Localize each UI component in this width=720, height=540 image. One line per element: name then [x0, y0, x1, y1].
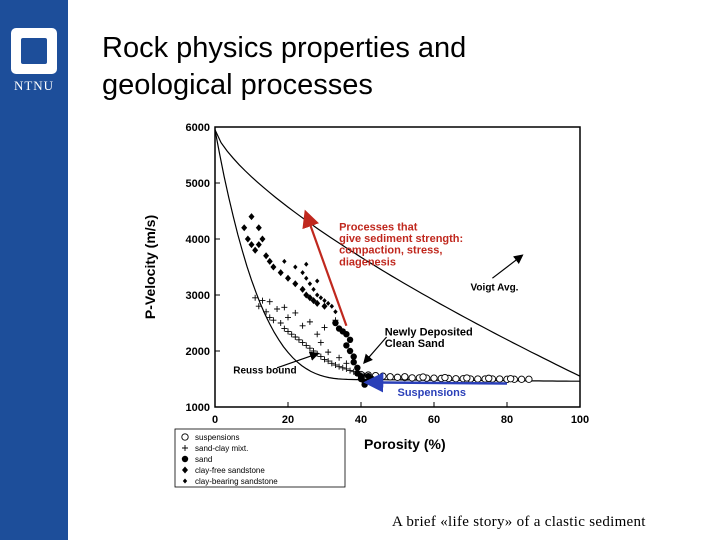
- legend-label: sand-clay mixt.: [195, 444, 249, 453]
- y-tick-label: 1000: [185, 402, 210, 414]
- data-point: [387, 374, 393, 380]
- annotation-line: Clean Sand: [384, 337, 445, 350]
- x-tick-label: 100: [570, 414, 590, 426]
- data-point: [274, 306, 280, 312]
- data-point: [300, 340, 306, 346]
- data-point: [347, 337, 353, 343]
- data-point: [249, 213, 255, 220]
- data-point: [351, 359, 357, 365]
- data-point: [336, 355, 342, 361]
- annotation-line: Processes that: [339, 221, 418, 234]
- data-point: [285, 328, 291, 334]
- data-point: [307, 345, 313, 351]
- data-point: [347, 348, 353, 354]
- data-point: [526, 376, 532, 382]
- newly-deposited-arrow: [365, 337, 387, 362]
- data-point: [380, 373, 386, 379]
- data-point: [322, 324, 328, 330]
- data-point: [332, 320, 338, 326]
- data-point: [486, 375, 492, 381]
- legend-label: clay-free sandstone: [195, 466, 265, 475]
- annotation-newly-deposited: [385, 326, 473, 350]
- y-tick-label: 4000: [185, 234, 210, 246]
- x-tick-label: 40: [354, 414, 368, 426]
- legend-label: suspensions: [195, 433, 240, 442]
- data-point: [308, 281, 312, 286]
- data-point: [394, 374, 400, 380]
- data-point: [322, 298, 326, 303]
- data-point: [270, 317, 276, 323]
- data-point: [300, 323, 306, 329]
- annotation-line: Newly Deposited: [384, 326, 473, 339]
- data-point: [267, 299, 273, 305]
- legend-marker: [182, 456, 188, 462]
- axes: [142, 122, 589, 452]
- data-point: [267, 258, 273, 265]
- data-point: [304, 262, 308, 267]
- data-point: [361, 381, 367, 387]
- chart: [140, 115, 610, 490]
- slide-caption: A brief «life story» of a clastic sediment: [392, 514, 646, 530]
- data-point: [431, 375, 437, 381]
- data-point: [296, 337, 302, 343]
- x-tick-label: 20: [281, 414, 295, 426]
- ntnu-logo-icon: [11, 28, 57, 74]
- data-point: [278, 320, 284, 326]
- title-line-1: Rock physics properties and: [102, 32, 467, 64]
- data-point: [270, 264, 276, 271]
- y-tick-label: 3000: [185, 290, 210, 302]
- data-point: [245, 236, 251, 243]
- logo-text: NTNU: [13, 78, 55, 93]
- legend-label: sand: [195, 455, 213, 464]
- annotation-line: diagenesis: [339, 256, 396, 269]
- data-point: [315, 279, 319, 284]
- data-point: [300, 286, 306, 293]
- y-tick-label: 2000: [185, 346, 210, 358]
- slide-title: [102, 30, 466, 104]
- x-tick-label: 80: [500, 414, 514, 426]
- data-point: [326, 301, 330, 306]
- y-axis-label: P-Velocity (m/s): [142, 214, 158, 320]
- legend: [175, 429, 345, 487]
- annotation-reuss: [233, 365, 296, 376]
- data-point: [325, 349, 331, 355]
- data-point: [319, 295, 323, 300]
- data-point: [307, 319, 313, 325]
- data-point: [300, 270, 304, 275]
- data-point: [241, 224, 247, 231]
- y-tick-label: 5000: [185, 178, 210, 190]
- annotation-line: give sediment strength:: [339, 233, 464, 246]
- data-point: [518, 376, 524, 382]
- data-point: [343, 331, 349, 337]
- data-point: [475, 376, 481, 382]
- data-point: [281, 326, 287, 332]
- voigt-arrow: [492, 256, 521, 278]
- data-point: [252, 247, 258, 254]
- annotation-voigt: [471, 283, 519, 294]
- data-point: [497, 376, 503, 382]
- data-point: [314, 331, 320, 337]
- data-point: [259, 236, 265, 243]
- data-point: [343, 360, 349, 366]
- data-point: [303, 342, 309, 348]
- data-point: [409, 375, 415, 381]
- data-point: [340, 365, 346, 371]
- data-point: [292, 280, 298, 287]
- data-point: [278, 269, 284, 276]
- data-point: [249, 241, 255, 248]
- data-point: [263, 309, 269, 315]
- data-point: [282, 259, 286, 264]
- data-point: [256, 241, 262, 248]
- data-point: [330, 304, 334, 309]
- data-point: [420, 374, 426, 380]
- data-point: [289, 331, 295, 337]
- annotation-suspensions: [398, 387, 466, 399]
- annotation-processes: [339, 222, 463, 269]
- annotation-line: Suspensions: [397, 386, 466, 399]
- data-point: [256, 224, 262, 231]
- data-point: [318, 340, 324, 346]
- x-tick-label: 0: [211, 414, 219, 426]
- data-point: [292, 334, 298, 340]
- data-point: [292, 310, 298, 316]
- data-point: [402, 374, 408, 380]
- data-point: [453, 376, 459, 382]
- sidebar: [0, 0, 68, 540]
- data-point: [311, 348, 317, 354]
- data-point: [281, 304, 287, 310]
- logo-square: [21, 38, 47, 64]
- data-point: [464, 375, 470, 381]
- annotation-line: Reuss bound: [233, 365, 297, 377]
- series-clay-bearing-sandstone: [282, 259, 338, 314]
- data-point: [442, 374, 448, 380]
- annotation-line: compaction, stress,: [339, 244, 443, 257]
- x-axis-label: Porosity (%): [363, 436, 446, 452]
- data-point: [507, 376, 513, 382]
- data-point: [293, 265, 297, 270]
- data-point: [285, 314, 291, 320]
- data-point: [343, 342, 349, 348]
- series-sand: [332, 320, 375, 388]
- data-point: [304, 276, 308, 281]
- data-point: [315, 293, 319, 298]
- data-point: [263, 252, 269, 259]
- legend-marker: [182, 434, 188, 440]
- data-point: [285, 275, 291, 282]
- data-point: [318, 354, 324, 360]
- annotation-line: Voigt Avg.: [470, 282, 519, 294]
- data-point: [351, 353, 357, 359]
- data-point: [314, 351, 320, 357]
- title-line-2: geological processes: [102, 69, 373, 101]
- data-point: [311, 287, 315, 292]
- suspensions-arrow: [368, 382, 507, 383]
- y-tick-label: 6000: [185, 122, 210, 134]
- series-suspensions: [358, 371, 532, 382]
- data-point: [333, 309, 337, 314]
- x-tick-label: 60: [427, 414, 441, 426]
- legend-label: clay-bearing sandstone: [195, 477, 278, 486]
- data-point: [354, 365, 360, 371]
